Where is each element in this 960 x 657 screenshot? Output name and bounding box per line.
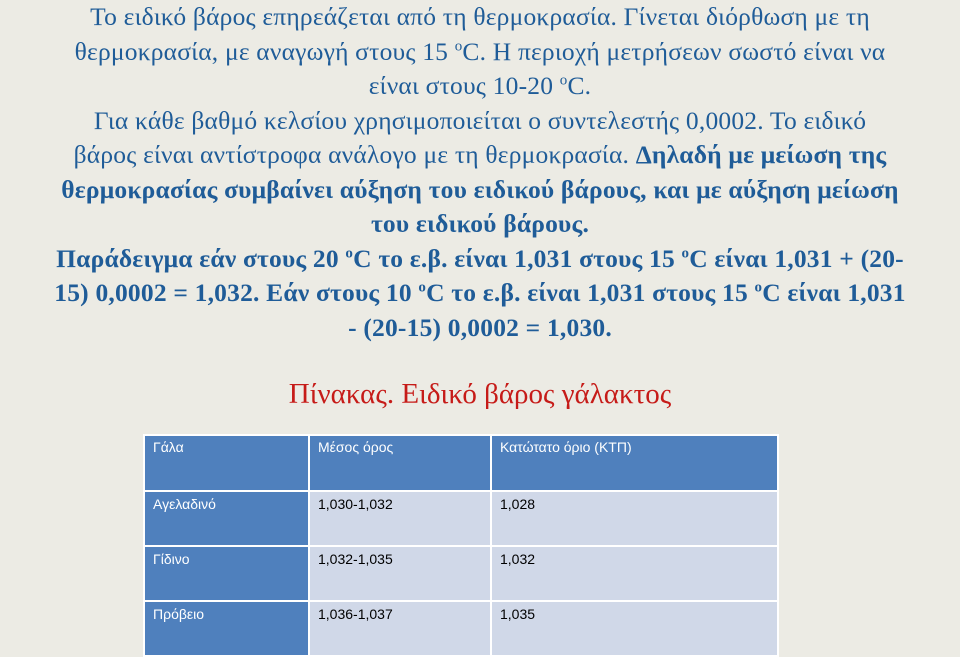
cell-minimum: 1,028 xyxy=(491,491,778,546)
cell-average: 1,030-1,032 xyxy=(309,491,491,546)
cell-average: 1,032-1,035 xyxy=(309,546,491,601)
text-line-7: του ειδικού βάρους. xyxy=(370,209,590,238)
text-line-5: βάρος είναι αντίστροφα ανάλογο με τη θερμοκρασία. Δηλαδή με μείωση της xyxy=(73,140,887,169)
table-title: Πίνακας. Ειδικό βάρος γάλακτος xyxy=(288,378,672,410)
table-row xyxy=(144,546,778,601)
cell-milk-type: Γίδινο xyxy=(144,546,309,601)
table-row xyxy=(144,491,778,546)
text-line-10: - (20-15) 0,0002 = 1,030. xyxy=(348,312,612,342)
header-minimum-limit: Κατώτατο όριο (ΚΤΠ) xyxy=(491,435,778,491)
cell-milk-type: Αγελαδινό xyxy=(144,491,309,546)
text-line-8: Παράδειγμα εάν στους 20 $^o$C το ε.β. είναι 1,031 στους 15 $^o$C είναι 1,031 + (20- xyxy=(56,243,904,273)
cell-minimum: 1,032 xyxy=(491,546,778,601)
text-line-2: θερμοκρασία, με αναγωγή στους 15 $^o$C. Η περιοχή μετρήσεων σωστό είναι να xyxy=(74,36,886,66)
table-header-row xyxy=(144,435,778,491)
emphasis-text: Δηλαδή με μείωση της xyxy=(635,140,887,169)
cell-milk-type: Πρόβειο xyxy=(144,601,309,656)
table-row xyxy=(144,601,778,656)
cell-minimum: 1,035 xyxy=(491,601,778,656)
milk-density-table xyxy=(143,434,779,657)
text-line-1: Το ειδικό βάρος επηρεάζεται από τη θερμοκρασία. Γίνεται διόρθωση με τη xyxy=(90,2,870,31)
header-milk: Γάλα xyxy=(144,435,309,491)
cell-average: 1,036-1,037 xyxy=(309,601,491,656)
text-line-3: είναι στους 10-20 $^o$C. xyxy=(368,71,592,100)
text-line-4: Για κάθε βαθμό κελσίου χρησιμοποιείται ο συντελεστής 0,0002. Το ειδικό xyxy=(93,105,867,135)
text-line-6: θερμοκρασίας συμβαίνει αύξηση του ειδικού βάρους, και με αύξηση μείωση xyxy=(61,174,899,204)
text-line-9: 15) 0,0002 = 1,032. Εάν στους 10 $^o$C το ε.β. είναι 1,031 στους 15 $^o$C είναι 1,031 xyxy=(54,278,906,307)
header-average: Μέσος όρος xyxy=(309,435,491,491)
